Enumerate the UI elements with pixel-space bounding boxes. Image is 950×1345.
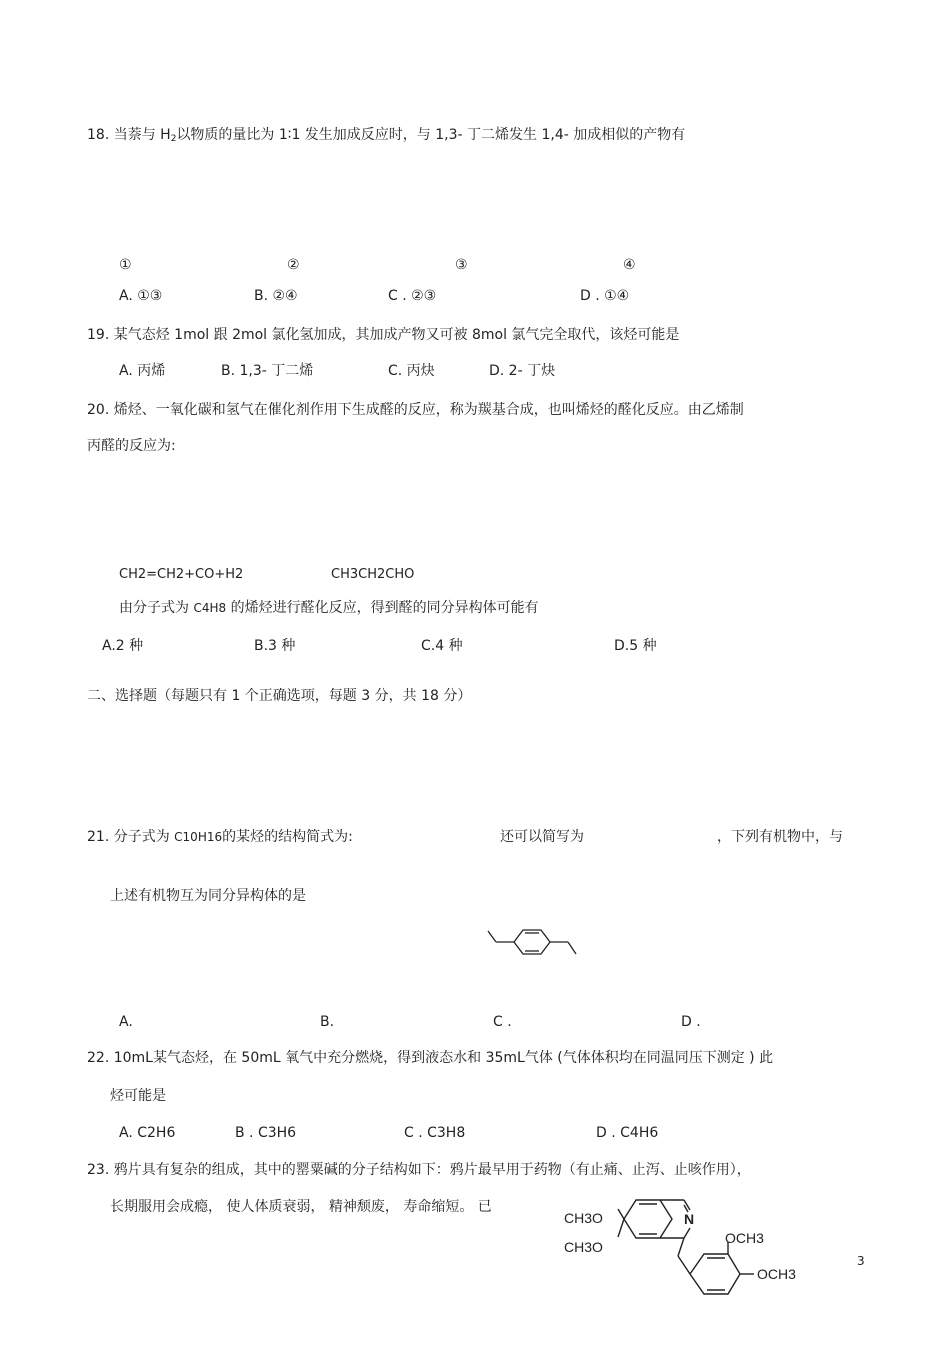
- bond: [684, 1200, 690, 1210]
- q21-option-d: D .: [681, 1014, 701, 1030]
- page-number: 3: [857, 1254, 865, 1268]
- q18-option-b: B. ②④: [254, 288, 298, 304]
- q18-product-3: ③: [455, 257, 468, 273]
- q18-product-1: ①: [119, 257, 132, 273]
- q21-structure-diagram: [484, 922, 584, 962]
- q18-option-a: A. ①③: [119, 288, 163, 304]
- q21-option-a: A.: [119, 1014, 133, 1030]
- bond: [618, 1209, 624, 1219]
- q20-question: 由分子式为 C4H8 的烯烃进行醛化反应，得到醛的同分异构体可能有: [119, 600, 539, 616]
- q20-equation-right: CH3CH2CHO: [331, 567, 415, 582]
- bond: [568, 942, 576, 954]
- q20-equation-left: CH2=CH2+CO+H2: [119, 567, 244, 582]
- bond: [618, 1219, 624, 1237]
- dimethoxybenzene-ring: [690, 1254, 740, 1294]
- bond: [684, 1228, 690, 1238]
- q21-stem-d: ，下列有机物中，与: [717, 829, 843, 845]
- q20-option-a: A.2 种: [102, 638, 144, 654]
- och3-label-b: CH3O: [564, 1239, 603, 1255]
- q18-option-d: D . ①④: [580, 288, 630, 304]
- och3-label-c: OCH3: [725, 1230, 764, 1246]
- q19-stem: 19. 某气态烃 1mol 跟 2mol 氯化氢加成，其加成产物又可被 8mol 氯气完全取代，该烃可能是: [87, 327, 680, 343]
- q22-stem-line1: 22. 10mL某气态烃，在 50mL 氧气中充分燃烧，得到液态水和 35mL气体 (气体体积均在同温同压下测定 ) 此: [87, 1050, 774, 1066]
- q19-option-b: B. 1,3- 丁二烯: [221, 363, 314, 379]
- q21-option-c: C .: [493, 1014, 512, 1030]
- bond: [678, 1238, 684, 1256]
- q19-option-d: D. 2- 丁炔: [489, 363, 556, 379]
- papaverine-structure: [560, 1190, 810, 1298]
- nitrogen-label: N: [684, 1211, 695, 1227]
- q23-stem-line1: 23. 鸦片具有复杂的组成，其中的罂粟碱的分子结构如下：鸦片最早用于药物（有止痛、止泻、止咳作用），: [87, 1162, 751, 1178]
- q20-option-b: B.3 种: [254, 638, 296, 654]
- q20-option-c: C.4 种: [421, 638, 463, 654]
- q20-stem-line1: 20. 烯烃、一氧化碳和氢气在催化剂作用下生成醛的反应，称为羰基合成，也叫烯烃的醛化反应。由乙烯制: [87, 402, 744, 418]
- q20-stem-line2: 丙醛的反应为:: [87, 438, 176, 454]
- q22-stem-line2: 烃可能是: [110, 1088, 166, 1104]
- q21-stem-c: 还可以简写为: [500, 829, 584, 845]
- q21-stem-a: 21. 分子式为 C10H16的某烃的结构简式为:: [87, 829, 353, 845]
- section2-title: 二、选择题（每题只有 1 个正确选项，每题 3 分，共 18 分）: [87, 688, 472, 704]
- q18-stem: 18. 当萘与 $H_2$以物质的量比为 1∶1 发生加成反应时，与 1,3- 丁二烯发生 1,4- 加成相似的产物有: [87, 127, 686, 144]
- q18-option-c: C . ②③: [388, 288, 437, 304]
- q19-option-c: C. 丙炔: [388, 363, 435, 379]
- q22-option-d: D . C4H6: [596, 1125, 659, 1141]
- q21-stem-line2: 上述有机物互为同分异构体的是: [110, 888, 306, 904]
- q22-option-b: B . C3H6: [235, 1125, 297, 1141]
- q22-option-a: A. C2H6: [119, 1125, 176, 1141]
- q22-option-c: C . C3H8: [404, 1125, 466, 1141]
- q23-stem-line2: 长期服用会成瘾， 使人体质衰弱， 精神颓废， 寿命缩短。 已: [110, 1199, 492, 1215]
- q20-option-d: D.5 种: [614, 638, 657, 654]
- bond: [678, 1256, 690, 1274]
- q18-product-2: ②: [287, 257, 300, 273]
- bond: [488, 931, 496, 942]
- isoquinoline-benzo-ring: [624, 1200, 672, 1238]
- och3-label-d: OCH3: [757, 1266, 796, 1282]
- och3-label-a: CH3O: [564, 1210, 603, 1226]
- q19-option-a: A. 丙烯: [119, 363, 166, 379]
- q18-product-4: ④: [623, 257, 636, 273]
- q21-option-b: B.: [320, 1014, 335, 1030]
